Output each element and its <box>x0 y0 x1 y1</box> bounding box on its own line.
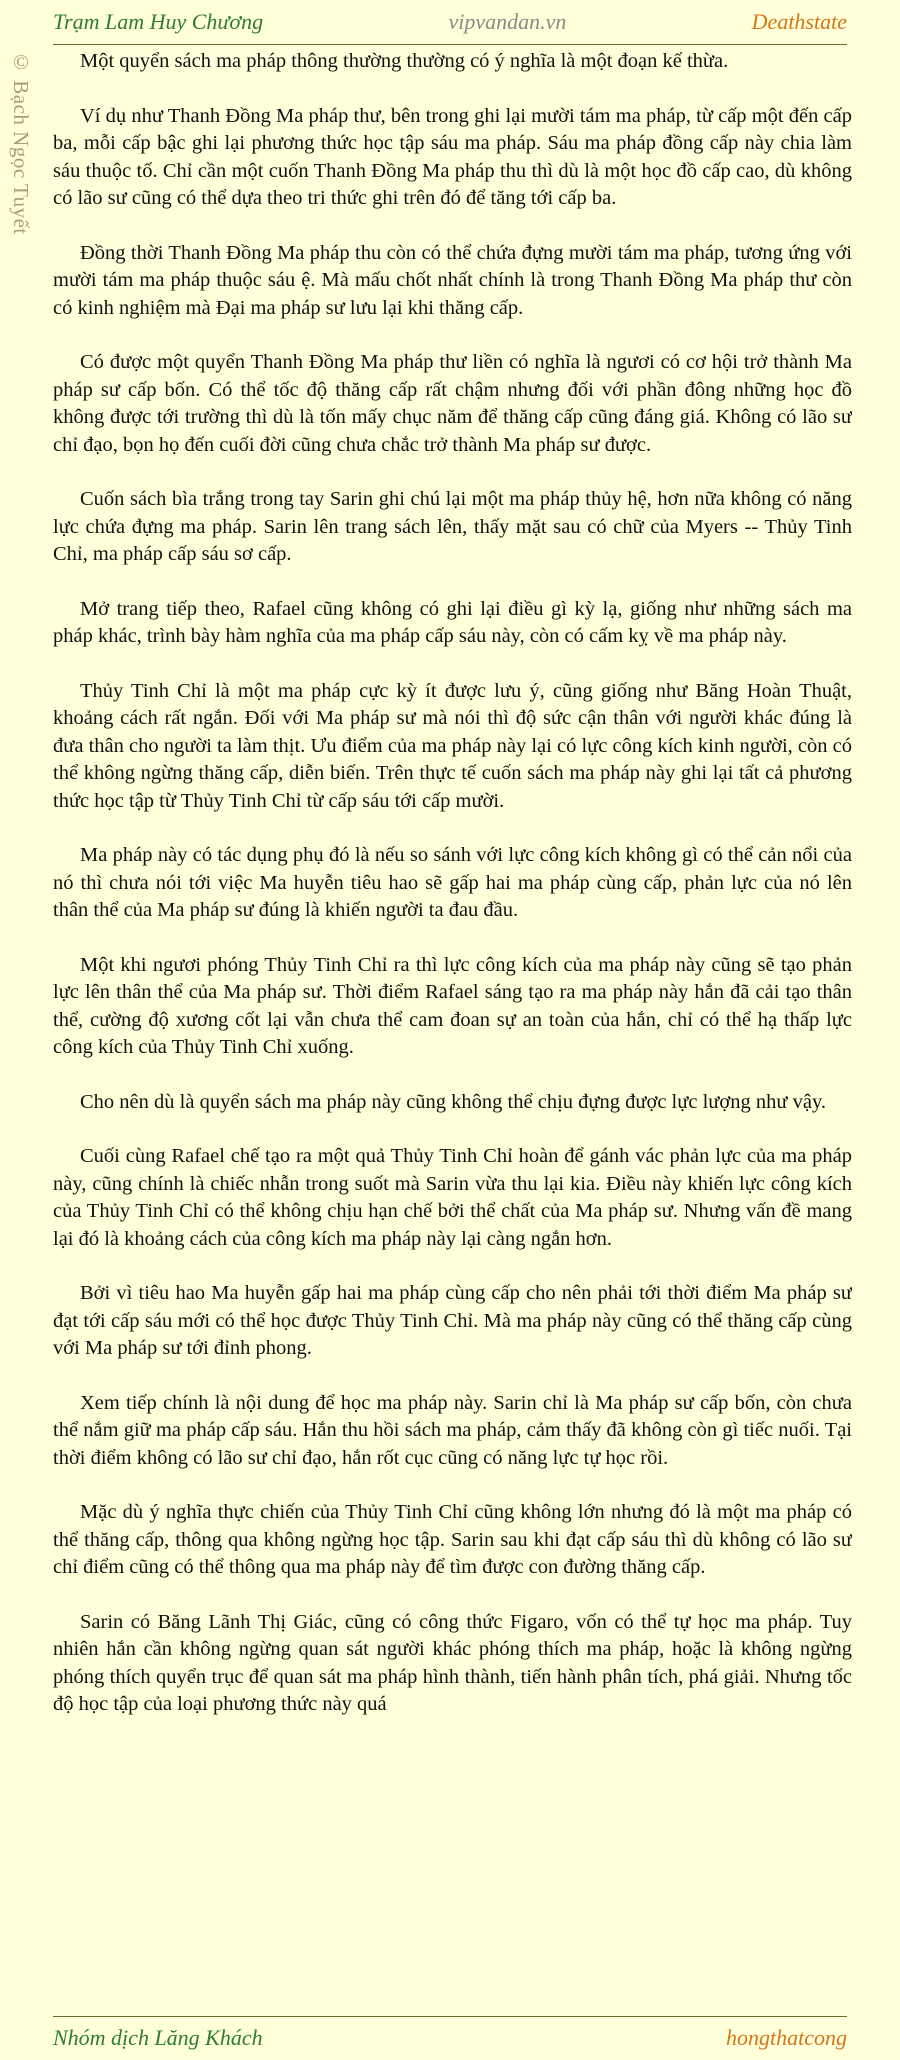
footer-group-name: Nhóm dịch Lăng Khách <box>53 2025 263 2050</box>
header-website: vipvandan.vn <box>448 9 567 34</box>
paragraph: Cho nên dù là quyển sách ma pháp này cũng không thể chịu đựng được lực lượng như vậy. <box>80 1090 826 1113</box>
paragraph: Cuối cùng Rafael chế tạo ra một quả Thủy Tinh Chỉ hoàn để gánh vác phản lực của ma pháp này, cũng chính là chiếc nhẫn trong suốt mà Sarin vừa thu lại kia. Điều này khiến lực công kích của Thủy Tinh Chỉ có thể không chịu hạn chế bởi thể chất của Ma pháp sư. Nhưng vấn đề mang lại đó là khoảng cách của công kích ma pháp này lại càng ngắn hơn. <box>53 1145 852 1250</box>
chapter-text <box>53 48 852 2010</box>
paragraph: Ma pháp này có tác dụng phụ đó là nếu so sánh với lực công kích không gì có thể cản nổi của nó thì chưa nói tới việc Ma huyễn tiêu hao sẽ gấp hai ma pháp cùng cấp, phản lực của nó lên thân thể của Ma pháp sư đúng là khiến người ta đau đầu. <box>53 844 852 921</box>
paragraph: Mặc dù ý nghĩa thực chiến của Thủy Tinh Chỉ cũng không lớn nhưng đó là một ma pháp có thể thăng cấp, thông qua không ngừng học tập. Sarin sau khi đạt cấp sáu thì dù không có lão sư chỉ điểm cũng có thể thông qua ma pháp này để tìm được con đường thăng cấp. <box>53 1501 852 1578</box>
paragraph: Có được một quyển Thanh Đồng Ma pháp thư liền có nghĩa là ngươi có cơ hội trở thành Ma pháp sư cấp bốn. Có thể tốc độ thăng cấp rất chậm nhưng đối với phần đông những học đồ không được tới trường thì dù là tốn mấy chục năm để thăng cấp cũng đáng giá. Không có lão sư chỉ đạo, bọn họ đến cuối đời cũng chưa chắc trở thành Ma pháp sư được. <box>53 351 852 456</box>
paragraph: Mở trang tiếp theo, Rafael cũng không có ghi lại điều gì kỳ lạ, giống như những sách ma pháp khác, trình bày hàm nghĩa của ma pháp cấp sáu này, còn có cấm kỵ về ma pháp này. <box>53 597 852 647</box>
footer-editor: hongthatcong <box>726 2025 847 2050</box>
page-header <box>53 0 847 44</box>
paragraph: Xem tiếp chính là nội dung để học ma pháp này. Sarin chỉ là Ma pháp sư cấp bốn, còn chưa thể nắm giữ ma pháp cấp sáu. Hắn thu hồi sách ma pháp, cảm thấy đã không còn gì tiếc nuối. Tại thời điểm không có lão sư chỉ đạo, hắn rốt cục cũng có năng lực tự học rồi. <box>53 1391 852 1469</box>
header-translator: Deathstate <box>751 9 847 34</box>
header-site-name: Trạm Lam Huy Chương <box>53 9 264 34</box>
header-divider <box>53 44 847 45</box>
paragraph: Một quyển sách ma pháp thông thường thường có ý nghĩa là một đoạn kế thừa. <box>80 50 729 72</box>
side-credit: © Bạch Ngọc Tuyết <box>9 50 33 235</box>
paragraph: Ví dụ như Thanh Đồng Ma pháp thư, bên trong ghi lại mười tám ma pháp, từ cấp một đến cấp ba, mỗi cấp bậc ghi lại phương thức học tập sáu ma pháp. Sáu ma pháp đồng cấp này chia làm sáu thuộc tố. Chỉ cần một cuốn Thanh Đồng Ma pháp thu thì dù là một học đồ cấp cao, dù không có lão sư cũng có thể dựa theo tri thức ghi trên đó để tăng tới cấp ba. <box>53 104 852 209</box>
paragraph: Bởi vì tiêu hao Ma huyễn gấp hai ma pháp cùng cấp cho nên phải tới thời điểm Ma pháp sư đạt tới cấp sáu mới có thể học được Thủy Tinh Chỉ. Mà ma pháp này cũng có thể thăng cấp cùng với Ma pháp sư tới đỉnh phong. <box>53 1282 852 1359</box>
footer-divider <box>53 2016 847 2017</box>
paragraph: Một khi ngươi phóng Thủy Tinh Chỉ ra thì lực công kích của ma pháp này cũng sẽ tạo phản lực lên thân thể của Ma pháp sư. Thời điểm Rafael sáng tạo ra ma pháp này hắn đã cải tạo thân thể, cường độ xương cốt lại vẫn chưa thể cam đoan sự an toàn của hắn, chỉ có thể hạ thấp lực công kích của Thủy Tinh Chỉ xuống. <box>53 953 852 1058</box>
paragraph: Cuốn sách bìa trắng trong tay Sarin ghi chú lại một ma pháp thủy hệ, hơn nữa không có năng lực chứa đựng ma pháp. Sarin lên trang sách lên, thấy mặt sau có chữ của Myers -- Thủy Tinh Chỉ, ma pháp cấp sáu sơ cấp. <box>53 488 852 565</box>
paragraph: Sarin có Băng Lãnh Thị Giác, cũng có công thức Figaro, vốn có thể tự học ma pháp. Tuy nhiên hắn cần không ngừng quan sát người khác phóng thích ma pháp, hoặc là không ngừng phóng thích quyển trục để quan sát ma pháp hình thành, tiến hành phân tích, phá giải. Nhưng tốc độ học tập của loại phương thức này quá <box>53 1610 852 1715</box>
page-footer <box>53 2020 847 2056</box>
paragraph: Đồng thời Thanh Đồng Ma pháp thu còn có thể chứa đựng mười tám ma pháp, tương ứng với mười tám ma pháp thuộc sáu ệ. Mà mấu chốt nhất chính là trong Thanh Đồng Ma pháp thư còn có kinh nghiệm mà Đại ma pháp sư lưu lại khi thăng cấp. <box>53 241 852 319</box>
paragraph: Thủy Tinh Chỉ là một ma pháp cực kỳ ít được lưu ý, cũng giống như Băng Hoàn Thuật, khoảng cách rất ngắn. Đối với Ma pháp sư mà nói thì độ sức cận thân với người khác đúng là đưa thân cho người ta làm thịt. Ưu điểm của ma pháp này lại có lực công kích kinh người, còn có thể không ngừng thăng cấp, diễn biến. Trên thực tế cuốn sách ma pháp này ghi lại tất cả phương thức học tập từ Thủy Tinh Chỉ từ cấp sáu tới cấp mười. <box>53 679 852 812</box>
